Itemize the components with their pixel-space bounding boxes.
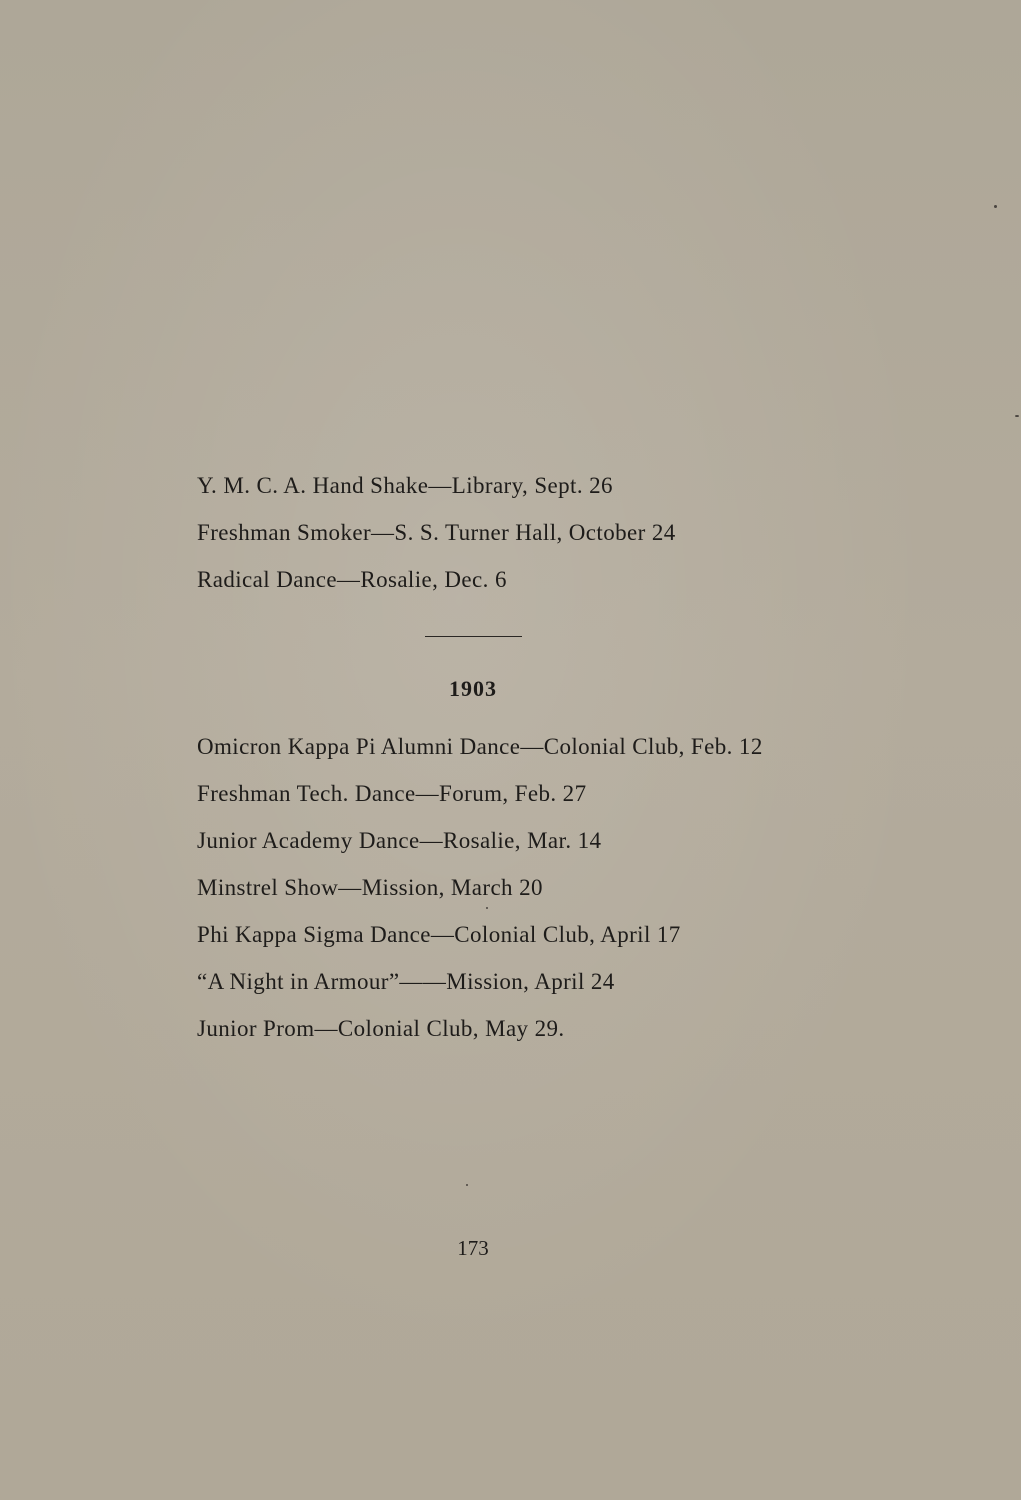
event-line: Freshman Smoker—S. S. Turner Hall, October 24 [197,520,676,545]
event-line: Freshman Tech. Dance—Forum, Feb. 27 [197,781,587,806]
event-line: “A Night in Armour”——Mission, April 24 [197,969,615,994]
event-line: Radical Dance—Rosalie, Dec. 6 [197,567,507,592]
paper-speck [486,907,488,909]
paper-speck [994,205,997,208]
event-line: Y. M. C. A. Hand Shake—Library, Sept. 26 [197,473,613,498]
year-heading: 1903 [449,676,497,701]
paper-speck [1015,415,1019,417]
section-divider [425,636,522,637]
event-line: Omicron Kappa Pi Alumni Dance—Colonial Club, Feb. 12 [197,734,763,759]
event-line: Junior Prom—Colonial Club, May 29. [197,1016,565,1041]
paper-speck [466,1184,468,1186]
page-number: 173 [457,1236,489,1260]
event-line: Phi Kappa Sigma Dance—Colonial Club, April 17 [197,922,681,947]
event-line: Junior Academy Dance—Rosalie, Mar. 14 [197,828,602,853]
event-line: Minstrel Show—Mission, March 20 [197,875,543,900]
